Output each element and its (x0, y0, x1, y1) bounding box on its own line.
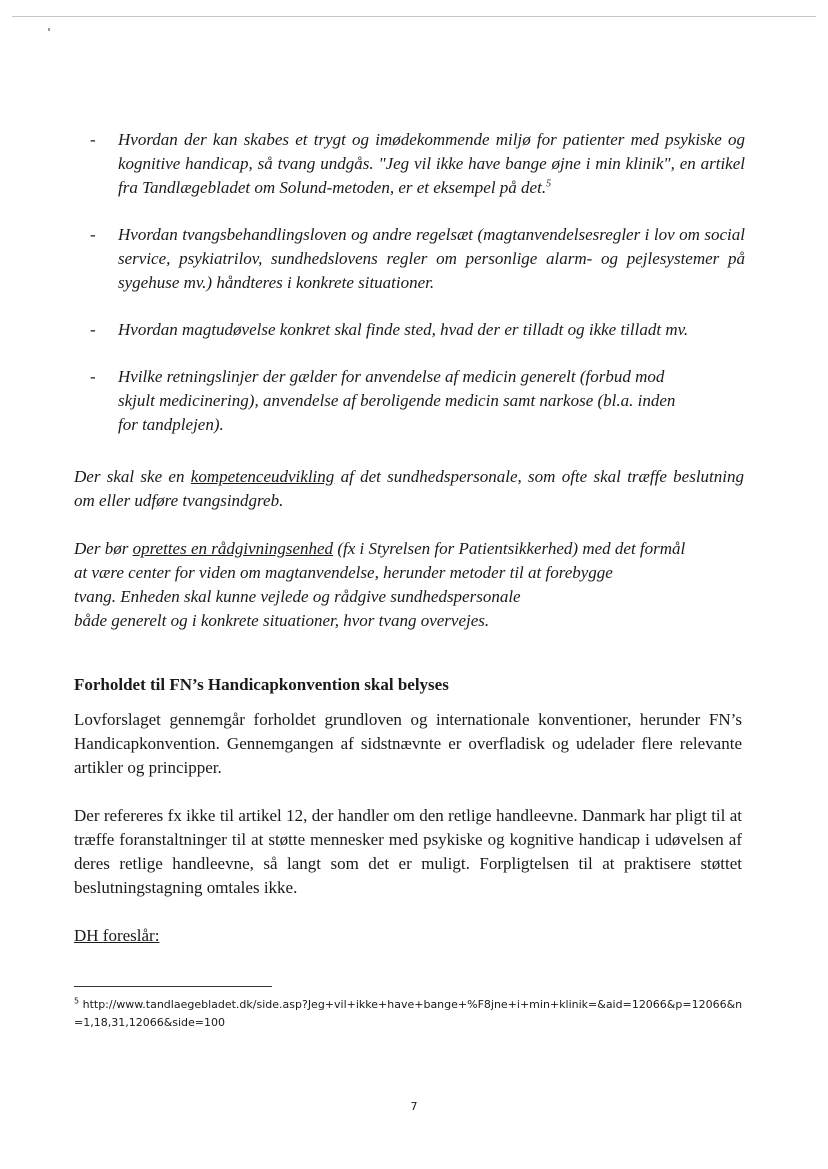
footnote-separator (74, 986, 272, 987)
scan-artifact (48, 28, 50, 31)
page-number: 7 (410, 1100, 418, 1113)
bullet-line: Hvilke retningslinjer der gælder for anvendelse af medicin generelt (forbud mod (118, 367, 665, 386)
paragraph-kompetence: Der skal ske en kompetenceudvikling af det sundhedspersonale, som ofte skal træffe beslutning om eller udføre tvangsindgreb. (74, 467, 744, 510)
bullet-item (90, 128, 745, 200)
bullet-line: skjult medicinering), anvendelse af beroligende medicin samt narkose (bl.a. inden (118, 391, 676, 410)
bullet-marker: - (90, 367, 96, 386)
underlined-term: oprettes en rådgivningsenhed (132, 539, 334, 558)
top-border-line (12, 16, 816, 17)
paragraph-artikel12: Der refereres fx ikke til artikel 12, der handler om den retlige handleevne. Danmark har pligt til at træffe foranstaltninger til at støtte mennesker med psykiske og kognitive handicap i udøvelsen af deres retlige handleevne, så langt som det er muligt. Forpligtelsen til at praktisere støttet beslutningstagning omtales ikke. (74, 806, 742, 897)
bullet-line: for tandplejen). (118, 415, 224, 434)
paragraph-raadgivning: Der bør oprettes en rådgivningsenhed (fx i Styrelsen for Patientsikkerhed) med det formål at være center for viden om magtanvendelse, herunder metoder til at forebygge tvang. Enheden skal kunne vejlede og rådgive sundhedspersonale både generelt og i konkrete situationer, hvor tvang overvejes. (74, 539, 686, 630)
bullet-text: Hvordan magtudøvelse konkret skal finde sted, hvad der er tilladt og ikke tilladt mv. (118, 320, 689, 339)
footnote-url[interactable]: http://www.tandlaegebladet.dk/side.asp?Jeg+vil+ikke+have+bange+%F8jne+i+min+klinik=&aid=12066&p=12066&n=1,18,31,12066&side=100 (74, 998, 743, 1029)
bullet-item (90, 318, 745, 342)
paragraph-lovforslaget: Lovforslaget gennemgår forholdet grundloven og internationale konventioner, herunder FN’s Handicapkonvention. Gennemgangen af sidstnævnte er overfladisk og udelader flere relevante artikler og principper. (74, 710, 742, 777)
footnote (74, 996, 744, 1032)
bullet-text: Hvordan der kan skabes et trygt og imødekommende miljø for patienter med psykiske og kognitive handicap, så tvang undgås. "Jeg vil ikke have bange øjne i min klinik", en artikel fra Tandlægebladet om Solund-metoden, er et eksempel på det. (118, 130, 745, 197)
footnote-number: 5 (74, 996, 80, 1006)
dh-foreslaar-label: DH foreslår: (74, 926, 160, 945)
underlined-term: kompetenceudvikling (190, 467, 335, 486)
bullet-item (90, 365, 745, 437)
bullet-list (90, 128, 745, 460)
bullet-item (90, 223, 745, 295)
bullet-marker: - (90, 225, 96, 244)
bullet-text: Hvordan tvangsbehandlingsloven og andre regelsæt (magtanvendelsesregler i lov om social service, psykiatrilov, sundhedslovens regler om personlige alarm- og pejlesystemer på sygehuse mv.) håndteres i konkrete situationer. (118, 225, 745, 292)
footnote-ref: 5 (546, 178, 552, 190)
bullet-marker: - (90, 320, 96, 339)
section-heading: Forholdet til FN’s Handicapkonvention skal belyses (74, 675, 449, 694)
bullet-marker: - (90, 130, 96, 149)
